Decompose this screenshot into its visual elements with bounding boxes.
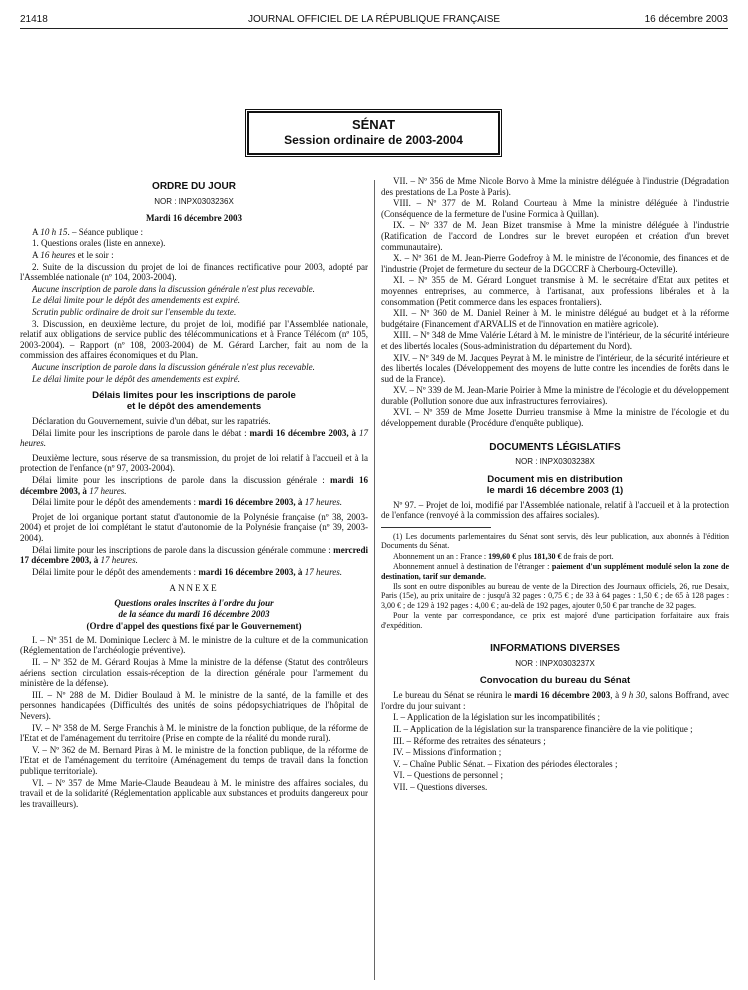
question-item: V. – Nº 362 de M. Bernard Piras à M. le ministre de la fonction publique, de la réforme de l'Etat et de l'aménagement du territoire (Aménagement du temps de travail dans la fonction publique territoriale). bbox=[20, 744, 368, 776]
ordre-p10: Le délai limite pour le dépôt des amendements est expiré. bbox=[32, 373, 241, 384]
ordre-date: Mardi 16 décembre 2003 bbox=[145, 213, 243, 224]
ordre-du-jour-heading: ORDRE DU JOUR bbox=[152, 181, 236, 192]
docs-fn5: Pour la vente par correspondance, ce prix est majoré d'une participation forfaitaire aux frais d'expédition. bbox=[381, 611, 729, 630]
docs-fn4: Ils sont en outre disponibles au bureau de vente de la Direction des Journaux officiels, 26, rue Desaix, Paris (15e), au prix unitaire de : jusqu'à 32 pages : 0,75 € ; de 33 à 64 pages : 1,50 € ; de 65 à 128 pages : 3,00 € ; de 129 à 192 pages : 4,00 € ; au-delà de 192 pages, ajouter 0,50 € par tranche de 32 pages. bbox=[381, 582, 729, 610]
ordre-p8: 3. Discussion, en deuxième lecture, du projet de loi, modifié par l'Assemblée nationale, relatif aux obligations de service public des télécommunications et à France Télécom (nº 105, 2003-2004). – Rapport (nº 108, 2003-2004) de M. Gérard Larcher, fait au nom de la commission des affaires économiques et du Plan. bbox=[20, 318, 368, 361]
question-item: IV. – Nº 358 de M. Serge Franchis à M. le ministre de la fonction publique, de la réforme de l'Etat et de l'aménagement du territoire (Prise en compte de la réalité du monde rural). bbox=[20, 722, 368, 744]
question-item: XII. – Nº 360 de M. Daniel Reiner à M. le ministre délégué au budget et à la réforme budgétaire (Financement d'ARVALIS et de l'innovation en matière agricole). bbox=[381, 308, 729, 329]
agenda-item: V. – Chaîne Public Sénat. – Fixation des périodes électorales ; bbox=[393, 758, 618, 769]
senat-title: SÉNAT bbox=[351, 117, 396, 132]
question-item: XIII. – Nº 348 de Mme Valérie Létard à M. le ministre de l'intérieur, de la sécurité intérieure et des libertés locales (Sous-administration du département du Nord). bbox=[381, 330, 729, 351]
delais-p3: Deuxième lecture, sous réserve de sa transmission, du projet de loi relatif à l'accueil et à la protection de l'enfance (nº 97, 2003-2004). bbox=[20, 452, 368, 474]
ordre-p1: A 10 h 15. – Séance publique : bbox=[32, 226, 144, 237]
issue-date: 16 décembre 2003 bbox=[644, 14, 728, 25]
question-item: XIV. – Nº 349 de M. Jacques Peyrat à M. le ministre de l'intérieur, de la sécurité intérieure et des libertés locales (Développement des moyens de lutte contre les incendies de forêts dans le sud de la France). bbox=[381, 352, 729, 384]
delais-p6: Projet de loi organique portant statut d'autonomie de la Polynésie française (nº 38, 2003-2004) et projet de loi complétant le statut d'autonomie de la Polynésie française (nº 39, 2003-2004). bbox=[20, 511, 368, 544]
delais-p4: Délai limite pour les inscriptions de parole dans la discussion générale : mardi 16 décembre 2003, à 17 heures. bbox=[20, 475, 368, 496]
delais-p2: Délai limite pour les inscriptions de parole dans le débat : mardi 16 décembre 2003, à 17 heures. bbox=[20, 427, 368, 449]
question-item: I. – Nº 351 de M. Dominique Leclerc à M. le ministre de la culture et de la communication (Réglementation de l'archéologie préventive). bbox=[20, 634, 368, 656]
question-item: IX. – Nº 337 de M. Jean Bizet transmise à Mme la ministre déléguée à l'industrie (Ratification de l'accord de Londres sur le brevet européen et création d'un brevet communautaire). bbox=[381, 220, 729, 252]
session-subtitle: Session ordinaire de 2003-2004 bbox=[284, 133, 463, 147]
senat-title-box bbox=[247, 111, 500, 155]
delais-p7: Délai limite pour les inscriptions de parole dans la discussion générale commune : mercredi 17 décembre 2003, à 17 heures. bbox=[20, 544, 368, 566]
left-column bbox=[20, 176, 368, 810]
docs-nor: NOR : INPX0303238X bbox=[515, 457, 595, 467]
page-number: 21418 bbox=[20, 14, 48, 25]
question-item: VII. – Nº 356 de Mme Nicole Borvo à Mme la ministre déléguée à l'industrie (Dégradation des prestations de La Poste à Paris). bbox=[381, 176, 729, 197]
infos-title: Convocation du bureau du Sénat bbox=[479, 675, 631, 687]
ordre-nor: NOR : INPX0303236X bbox=[154, 196, 234, 206]
docs-heading: DOCUMENTS LÉGISLATIFS bbox=[489, 441, 621, 453]
ordre-p3: A 16 heures et le soir : bbox=[32, 249, 114, 260]
delais-heading: Délais limites pour les inscriptions de parole et le dépôt des amendements bbox=[92, 390, 296, 413]
docs-p1: Nº 97. – Projet de loi, modifié par l'Assemblée nationale, relatif à l'accueil et à la protection de l'enfance (renvoyé à la commission des affaires sociales). bbox=[381, 499, 729, 521]
ordre-p2: 1. Questions orales (liste en annexe). bbox=[32, 238, 166, 249]
footnote-rule bbox=[381, 527, 491, 528]
delais-p1: Déclaration du Gouvernement, suivie d'un débat, sur les rapatriés. bbox=[32, 416, 271, 427]
infos-agenda-list bbox=[381, 712, 729, 792]
question-item: XV. – Nº 339 de M. Jean-Marie Poirier à Mme la ministre de l'écologie et du développement durable (Pollution sonore due aux infrastructures ferroviaires). bbox=[381, 385, 729, 406]
infos-nor: NOR : INPX0303237X bbox=[515, 658, 595, 668]
agenda-item: I. – Application de la législation sur les incompatibilités ; bbox=[393, 712, 601, 723]
delais-p8: Délai limite pour le dépôt des amendements : mardi 16 décembre 2003, à 17 heures. bbox=[32, 566, 343, 577]
annexe-subtitle: (Ordre d'appel des questions fixé par le Gouvernement) bbox=[86, 621, 302, 632]
question-item: XVI. – Nº 359 de Mme Josette Durrieu transmise à Mme la ministre de l'écologie et du développement durable (Procédure d'enquête publique). bbox=[381, 407, 729, 429]
question-item: XI. – Nº 355 de M. Gérard Longuet transmise à M. le secrétaire d'Etat aux petites et moyennes entreprises, au commerce, à l'artisanat, aux professions libérales et à la consommation (Petit commerce dans les espaces frontaliers). bbox=[381, 275, 729, 307]
docs-fn2: Abonnement un an : France : 199,60 € plus 181,30 € de frais de port. bbox=[393, 551, 614, 561]
annexe-title: Questions orales inscrites à l'ordre du jour de la séance du mardi 16 décembre 2003 bbox=[114, 598, 274, 619]
question-item: X. – Nº 361 de M. Jean-Pierre Godefroy à M. le ministre de l'économie, des finances et de l'industrie (Projet de fermeture du secteur de la DGCCRF à Cherbourg-Octeville). bbox=[381, 253, 729, 274]
agenda-item: IV. – Missions d'information ; bbox=[393, 747, 502, 758]
ordre-p7: Scrutin public ordinaire de droit sur l'ensemble du texte. bbox=[32, 306, 237, 317]
header-rule bbox=[20, 28, 728, 29]
agenda-item: II. – Application de la législation sur la transparence financière de la vie politique ; bbox=[393, 724, 693, 735]
infos-p1: Le bureau du Sénat se réunira le mardi 16 décembre 2003, à 9 h 30, salons Boffrand, avec l'ordre du jour suivant : bbox=[381, 690, 729, 711]
question-item: VI. – Nº 357 de Mme Marie-Claude Beaudeau à M. le ministre des affaires sociales, du travail et de la solidarité (Réglementation applicable aux substances et produits dangereux pour les travailleurs). bbox=[20, 777, 368, 809]
ordre-p9: Aucune inscription de parole dans la discussion générale n'est plus recevable. bbox=[32, 361, 315, 372]
annexe-label: ANNEXE bbox=[169, 583, 219, 594]
docs-fn1: (1) Les documents parlementaires du Sénat sont servis, dès leur publication, aux abonnés à l'édition Documents du Sénat. bbox=[381, 532, 729, 551]
agenda-item: VI. – Questions de personnel ; bbox=[393, 770, 504, 781]
right-column bbox=[381, 176, 729, 794]
questions-right bbox=[381, 176, 729, 429]
question-item: VIII. – Nº 377 de M. Roland Courteau à Mme la ministre déléguée à l'industrie (Conséquence de la fermeture de l'usine Formica à Quillan). bbox=[381, 198, 729, 219]
column-separator bbox=[374, 180, 375, 980]
page-header bbox=[20, 14, 728, 28]
ordre-p5: Aucune inscription de parole dans la discussion générale n'est plus recevable. bbox=[32, 283, 315, 294]
ordre-p6: Le délai limite pour le dépôt des amendements est expiré. bbox=[32, 295, 241, 306]
infos-heading: INFORMATIONS DIVERSES bbox=[490, 643, 620, 655]
agenda-item: VII. – Questions diverses. bbox=[393, 782, 488, 793]
journal-title: JOURNAL OFFICIEL DE LA RÉPUBLIQUE FRANÇAISE bbox=[247, 14, 501, 25]
docs-fn3: Abonnement annuel à destination de l'étranger : paiement d'un supplément modulé selon la zone de destination, tarif sur demande. bbox=[381, 562, 729, 581]
agenda-item: III. – Réforme des retraites des sénateurs ; bbox=[393, 735, 546, 746]
ordre-p4: 2. Suite de la discussion du projet de loi de finances rectificative pour 2003, adopté par l'Assemblée nationale (nº 104, 2003-2004). bbox=[20, 261, 368, 283]
docs-title: Document mis en distribution le mardi 16 décembre 2003 (1) bbox=[486, 473, 624, 496]
question-item: II. – Nº 352 de M. Gérard Roujas à Mme la ministre de la défense (Statut des contrôleurs aériens section circulation essais-réception de la direction générale pour l'armement du ministère de la défense). bbox=[20, 656, 368, 689]
questions-left bbox=[20, 635, 368, 810]
delais-p5: Délai limite pour le dépôt des amendements : mardi 16 décembre 2003, à 17 heures. bbox=[32, 497, 343, 508]
question-item: III. – Nº 288 de M. Didier Boulaud à M. le ministre de la santé, de la famille et des personnes handicapées (Difficultés des unités de soins pédopsychiatriques de l'hôpital de Nevers). bbox=[20, 689, 368, 721]
